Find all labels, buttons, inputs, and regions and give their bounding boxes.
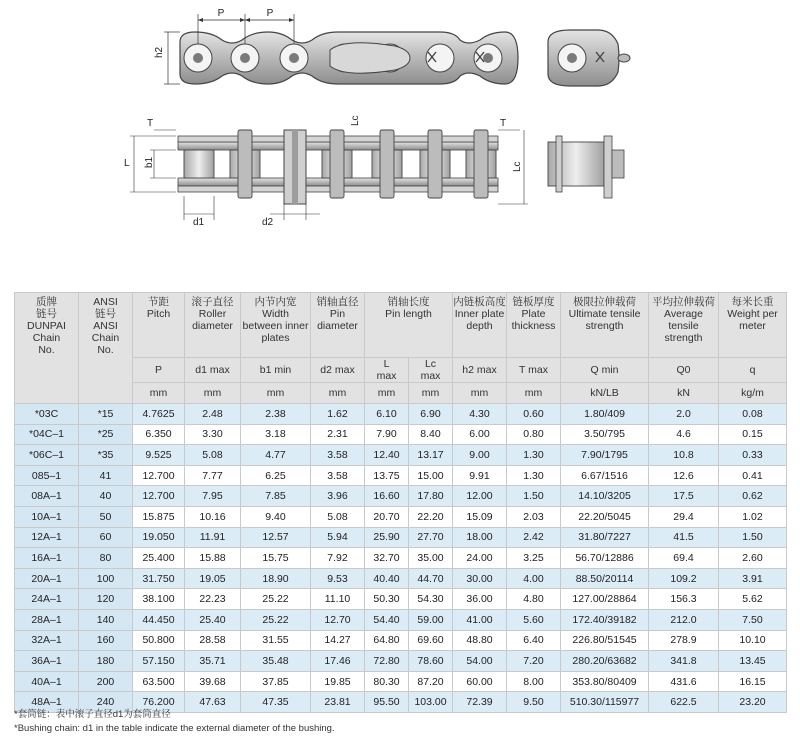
table-cell: 64.80	[365, 630, 409, 651]
sym-weight: q	[719, 358, 787, 383]
table-row	[15, 465, 787, 486]
table-cell: 15.875	[133, 506, 185, 527]
ansi-cell: 100	[79, 568, 133, 589]
table-cell: 18.00	[453, 527, 507, 548]
table-cell: 13.17	[409, 445, 453, 466]
unit-inner-width: mm	[241, 383, 311, 404]
unit-pin-l: mm	[365, 383, 409, 404]
table-cell: 2.38	[241, 404, 311, 425]
table-cell: 12.40	[365, 445, 409, 466]
table-cell: 6.90	[409, 404, 453, 425]
lc-top-label: Lc	[350, 115, 361, 126]
table-cell: 41.5	[649, 527, 719, 548]
table-cell: 1.30	[507, 445, 561, 466]
table-cell: 59.00	[409, 609, 453, 630]
header-weight: 每米长重 Weight per meter	[719, 293, 787, 358]
table-cell: 50.800	[133, 630, 185, 651]
table-cell: 6.10	[365, 404, 409, 425]
table-cell: 18.90	[241, 568, 311, 589]
sym-ultimate: Q min	[561, 358, 649, 383]
table-row	[15, 589, 787, 610]
table-cell: 12.6	[649, 465, 719, 486]
table-cell: 19.05	[185, 568, 241, 589]
d1-label: d1	[193, 217, 205, 228]
spec-table-body	[15, 404, 787, 713]
unit-weight: kg/m	[719, 383, 787, 404]
unit-average: kN	[649, 383, 719, 404]
ansi-cell: 120	[79, 589, 133, 610]
table-cell: 0.62	[719, 486, 787, 507]
table-cell: 11.10	[311, 589, 365, 610]
header-ansi: ANSI 链号 ANSI Chain No.	[79, 293, 133, 404]
header-plate-thickness: 链板厚度 Plate thickness	[507, 293, 561, 358]
header-average-strength: 平均拉伸载荷 Average tensile strength	[649, 293, 719, 358]
table-cell: 60.00	[453, 671, 507, 692]
table-cell: 69.60	[409, 630, 453, 651]
table-cell: 95.50	[365, 692, 409, 713]
table-cell: 47.63	[185, 692, 241, 713]
chain-model-cell: 16A–1	[15, 548, 79, 569]
table-cell: 12.57	[241, 527, 311, 548]
table-cell: 54.00	[453, 651, 507, 672]
table-cell: 36.00	[453, 589, 507, 610]
table-cell: 3.91	[719, 568, 787, 589]
table-cell: 40.40	[365, 568, 409, 589]
table-cell: 72.80	[365, 651, 409, 672]
chain-model-cell: *04C–1	[15, 424, 79, 445]
table-cell: 103.00	[409, 692, 453, 713]
ansi-cell: *15	[79, 404, 133, 425]
table-cell: 72.39	[453, 692, 507, 713]
ansi-cell: 40	[79, 486, 133, 507]
table-cell: 12.70	[311, 609, 365, 630]
table-cell: 25.400	[133, 548, 185, 569]
table-cell: 31.55	[241, 630, 311, 651]
table-cell: 6.40	[507, 630, 561, 651]
t-top-label: T	[147, 118, 154, 129]
table-cell: 341.8	[649, 651, 719, 672]
l-label: L	[124, 158, 130, 169]
table-cell: 0.80	[507, 424, 561, 445]
table-cell: 37.85	[241, 671, 311, 692]
table-cell: 10.8	[649, 445, 719, 466]
table-cell: 22.23	[185, 589, 241, 610]
table-cell: 0.41	[719, 465, 787, 486]
table-cell: 353.80/80409	[561, 671, 649, 692]
table-cell: 9.50	[507, 692, 561, 713]
chain-technical-drawing	[0, 0, 800, 290]
table-cell: 7.50	[719, 609, 787, 630]
table-cell: 1.50	[719, 527, 787, 548]
chain-model-cell: 36A–1	[15, 651, 79, 672]
table-cell: 278.9	[649, 630, 719, 651]
table-cell: 78.60	[409, 651, 453, 672]
table-cell: 9.53	[311, 568, 365, 589]
table-cell: 2.42	[507, 527, 561, 548]
table-row	[15, 486, 787, 507]
chain-model-cell: 08A–1	[15, 486, 79, 507]
sym-average: Q0	[649, 358, 719, 383]
table-cell: 212.0	[649, 609, 719, 630]
table-cell: 57.150	[133, 651, 185, 672]
table-cell: 3.30	[185, 424, 241, 445]
ansi-cell: 160	[79, 630, 133, 651]
t-right-label: T	[500, 118, 507, 129]
chain-model-cell: 085–1	[15, 465, 79, 486]
table-cell: 226.80/51545	[561, 630, 649, 651]
table-cell: 6.67/1516	[561, 465, 649, 486]
table-cell: 12.700	[133, 486, 185, 507]
header-inner-plate-depth: 内链板高度 Inner plate depth	[453, 293, 507, 358]
footnote-cn: *套筒链：表中滚子直径d1为套筒直径	[14, 709, 171, 720]
table-cell: 28.58	[185, 630, 241, 651]
table-cell: 16.15	[719, 671, 787, 692]
chain-model-cell: 48A–1	[15, 692, 79, 713]
table-cell: 14.10/3205	[561, 486, 649, 507]
table-row	[15, 568, 787, 589]
footnote-en: *Bushing chain: d1 in the table indicate the external diameter of the bushing.	[14, 723, 335, 734]
unit-plate-thickness: mm	[507, 383, 561, 404]
table-cell: 27.70	[409, 527, 453, 548]
ansi-cell: 50	[79, 506, 133, 527]
table-cell: 4.77	[241, 445, 311, 466]
table-cell: 15.75	[241, 548, 311, 569]
table-cell: 3.58	[311, 445, 365, 466]
chain-side-view	[154, 8, 518, 84]
table-cell: 13.45	[719, 651, 787, 672]
table-cell: 38.100	[133, 589, 185, 610]
table-cell: 32.70	[365, 548, 409, 569]
table-row	[15, 506, 787, 527]
table-cell: 35.71	[185, 651, 241, 672]
table-cell: 35.48	[241, 651, 311, 672]
table-cell: 172.40/39182	[561, 609, 649, 630]
table-cell: 9.40	[241, 506, 311, 527]
table-cell: 39.68	[185, 671, 241, 692]
table-cell: 10.16	[185, 506, 241, 527]
ansi-cell: 200	[79, 671, 133, 692]
table-cell: 6.25	[241, 465, 311, 486]
table-cell: 19.85	[311, 671, 365, 692]
header-row-names	[15, 293, 787, 358]
table-cell: 50.30	[365, 589, 409, 610]
table-cell: 622.5	[649, 692, 719, 713]
table-cell: 17.80	[409, 486, 453, 507]
table-cell: 5.62	[719, 589, 787, 610]
table-row	[15, 548, 787, 569]
table-row	[15, 609, 787, 630]
table-cell: 109.2	[649, 568, 719, 589]
chain-model-cell: 40A–1	[15, 671, 79, 692]
pitch-label-2: P	[266, 8, 274, 19]
table-cell: 510.30/115977	[561, 692, 649, 713]
table-cell: 4.30	[453, 404, 507, 425]
table-cell: 7.20	[507, 651, 561, 672]
table-cell: 23.20	[719, 692, 787, 713]
table-cell: 3.96	[311, 486, 365, 507]
chain-model-cell: 24A–1	[15, 589, 79, 610]
table-cell: 4.80	[507, 589, 561, 610]
table-cell: 25.90	[365, 527, 409, 548]
table-row	[15, 445, 787, 466]
chain-model-cell: 20A–1	[15, 568, 79, 589]
table-cell: 25.22	[241, 609, 311, 630]
table-cell: 5.60	[507, 609, 561, 630]
chain-model-cell: 10A–1	[15, 506, 79, 527]
table-cell: 16.60	[365, 486, 409, 507]
table-cell: 22.20	[409, 506, 453, 527]
table-cell: 44.450	[133, 609, 185, 630]
table-cell: 0.15	[719, 424, 787, 445]
chain-spec-table	[14, 292, 787, 713]
table-cell: 2.03	[507, 506, 561, 527]
table-cell: 48.80	[453, 630, 507, 651]
table-cell: 15.88	[185, 548, 241, 569]
table-cell: 1.30	[507, 465, 561, 486]
table-cell: 4.00	[507, 568, 561, 589]
header-pin-length: 销轴长度 Pin length	[365, 293, 453, 358]
link-end-view	[548, 30, 630, 86]
table-cell: 25.22	[241, 589, 311, 610]
unit-pitch: mm	[133, 383, 185, 404]
footnotes	[14, 708, 335, 736]
unit-pin-lc: mm	[409, 383, 453, 404]
sym-pitch: P	[133, 358, 185, 383]
unit-ultimate: kN/LB	[561, 383, 649, 404]
unit-pin-diameter: mm	[311, 383, 365, 404]
sym-inner-width: b1 min	[241, 358, 311, 383]
table-cell: 280.20/63682	[561, 651, 649, 672]
table-cell: 0.08	[719, 404, 787, 425]
table-cell: 1.02	[719, 506, 787, 527]
table-cell: 4.7625	[133, 404, 185, 425]
table-cell: 2.60	[719, 548, 787, 569]
table-cell: 5.08	[311, 506, 365, 527]
table-cell: 47.35	[241, 692, 311, 713]
connector-end-view	[548, 136, 624, 198]
table-cell: 24.00	[453, 548, 507, 569]
table-cell: 8.00	[507, 671, 561, 692]
table-cell: 69.4	[649, 548, 719, 569]
table-cell: 17.5	[649, 486, 719, 507]
table-cell: 17.46	[311, 651, 365, 672]
table-cell: 41.00	[453, 609, 507, 630]
sym-roller: d1 max	[185, 358, 241, 383]
table-cell: 2.0	[649, 404, 719, 425]
table-cell: 156.3	[649, 589, 719, 610]
table-cell: 56.70/12886	[561, 548, 649, 569]
table-cell: 54.30	[409, 589, 453, 610]
chain-model-cell: *03C	[15, 404, 79, 425]
table-cell: 1.50	[507, 486, 561, 507]
table-cell: 9.91	[453, 465, 507, 486]
table-cell: 14.27	[311, 630, 365, 651]
table-cell: 12.700	[133, 465, 185, 486]
table-cell: 1.62	[311, 404, 365, 425]
ansi-cell: 240	[79, 692, 133, 713]
table-cell: 2.48	[185, 404, 241, 425]
chain-model-cell: 32A–1	[15, 630, 79, 651]
sym-pin-diameter: d2 max	[311, 358, 365, 383]
table-cell: 6.350	[133, 424, 185, 445]
chain-top-view	[124, 115, 528, 228]
table-cell: 54.40	[365, 609, 409, 630]
table-cell: 11.91	[185, 527, 241, 548]
table-row	[15, 651, 787, 672]
header-model: 质牌 链号 DUNPAI Chain No.	[15, 293, 79, 404]
table-cell: 7.90	[365, 424, 409, 445]
table-row	[15, 671, 787, 692]
table-cell: 7.85	[241, 486, 311, 507]
table-cell: 3.25	[507, 548, 561, 569]
table-cell: 87.20	[409, 671, 453, 692]
ansi-cell: 140	[79, 609, 133, 630]
header-ultimate-strength: 极限拉伸载荷 Ultimate tensile strength	[561, 293, 649, 358]
table-cell: 2.31	[311, 424, 365, 445]
table-cell: 431.6	[649, 671, 719, 692]
table-cell: 7.90/1795	[561, 445, 649, 466]
table-cell: 0.60	[507, 404, 561, 425]
sym-pin-l: L max	[365, 358, 409, 383]
table-cell: 1.80/409	[561, 404, 649, 425]
table-cell: 19.050	[133, 527, 185, 548]
table-row	[15, 424, 787, 445]
sym-pin-lc: Lc max	[409, 358, 453, 383]
table-cell: 3.18	[241, 424, 311, 445]
table-cell: 23.81	[311, 692, 365, 713]
chain-model-cell: 12A–1	[15, 527, 79, 548]
table-cell: 6.00	[453, 424, 507, 445]
header-pin-diameter: 销轴直径 Pin diameter	[311, 293, 365, 358]
header-pitch: 节距 Pitch	[133, 293, 185, 358]
sym-plate-thickness: T max	[507, 358, 561, 383]
unit-plate-depth: mm	[453, 383, 507, 404]
table-cell: 3.58	[311, 465, 365, 486]
header-roller-diameter: 滚子直径 Roller diameter	[185, 293, 241, 358]
table-cell: 22.20/5045	[561, 506, 649, 527]
table-cell: 7.92	[311, 548, 365, 569]
pitch-label-1: P	[217, 8, 225, 19]
table-cell: 63.500	[133, 671, 185, 692]
ansi-cell: 60	[79, 527, 133, 548]
header-inner-width: 内节内宽 Width between inner plates	[241, 293, 311, 358]
table-cell: 8.40	[409, 424, 453, 445]
table-cell: 13.75	[365, 465, 409, 486]
ansi-cell: *35	[79, 445, 133, 466]
table-row	[15, 527, 787, 548]
table-cell: 12.00	[453, 486, 507, 507]
d2-label: d2	[262, 217, 274, 228]
ansi-cell: 180	[79, 651, 133, 672]
table-cell: 31.80/7227	[561, 527, 649, 548]
table-cell: 31.750	[133, 568, 185, 589]
table-cell: 9.00	[453, 445, 507, 466]
unit-roller: mm	[185, 383, 241, 404]
table-cell: 9.525	[133, 445, 185, 466]
ansi-cell: *25	[79, 424, 133, 445]
table-row	[15, 404, 787, 425]
table-cell: 29.4	[649, 506, 719, 527]
table-cell: 80.30	[365, 671, 409, 692]
table-cell: 15.00	[409, 465, 453, 486]
table-cell: 3.50/795	[561, 424, 649, 445]
table-cell: 4.6	[649, 424, 719, 445]
chain-model-cell: 28A–1	[15, 609, 79, 630]
table-cell: 5.08	[185, 445, 241, 466]
lc-right-label: Lc	[512, 161, 523, 172]
table-row	[15, 630, 787, 651]
table-cell: 20.70	[365, 506, 409, 527]
h2-label: h2	[154, 46, 165, 58]
sym-plate-depth: h2 max	[453, 358, 507, 383]
table-cell: 25.40	[185, 609, 241, 630]
table-cell: 0.33	[719, 445, 787, 466]
table-cell: 7.95	[185, 486, 241, 507]
table-cell: 35.00	[409, 548, 453, 569]
table-cell: 5.94	[311, 527, 365, 548]
table-cell: 10.10	[719, 630, 787, 651]
ansi-cell: 41	[79, 465, 133, 486]
table-cell: 76.200	[133, 692, 185, 713]
table-cell: 44.70	[409, 568, 453, 589]
b1-label: b1	[144, 156, 155, 168]
table-cell: 88.50/20114	[561, 568, 649, 589]
ansi-cell: 80	[79, 548, 133, 569]
table-cell: 30.00	[453, 568, 507, 589]
table-cell: 127.00/28864	[561, 589, 649, 610]
table-cell: 7.77	[185, 465, 241, 486]
chain-model-cell: *06C–1	[15, 445, 79, 466]
table-cell: 15.09	[453, 506, 507, 527]
